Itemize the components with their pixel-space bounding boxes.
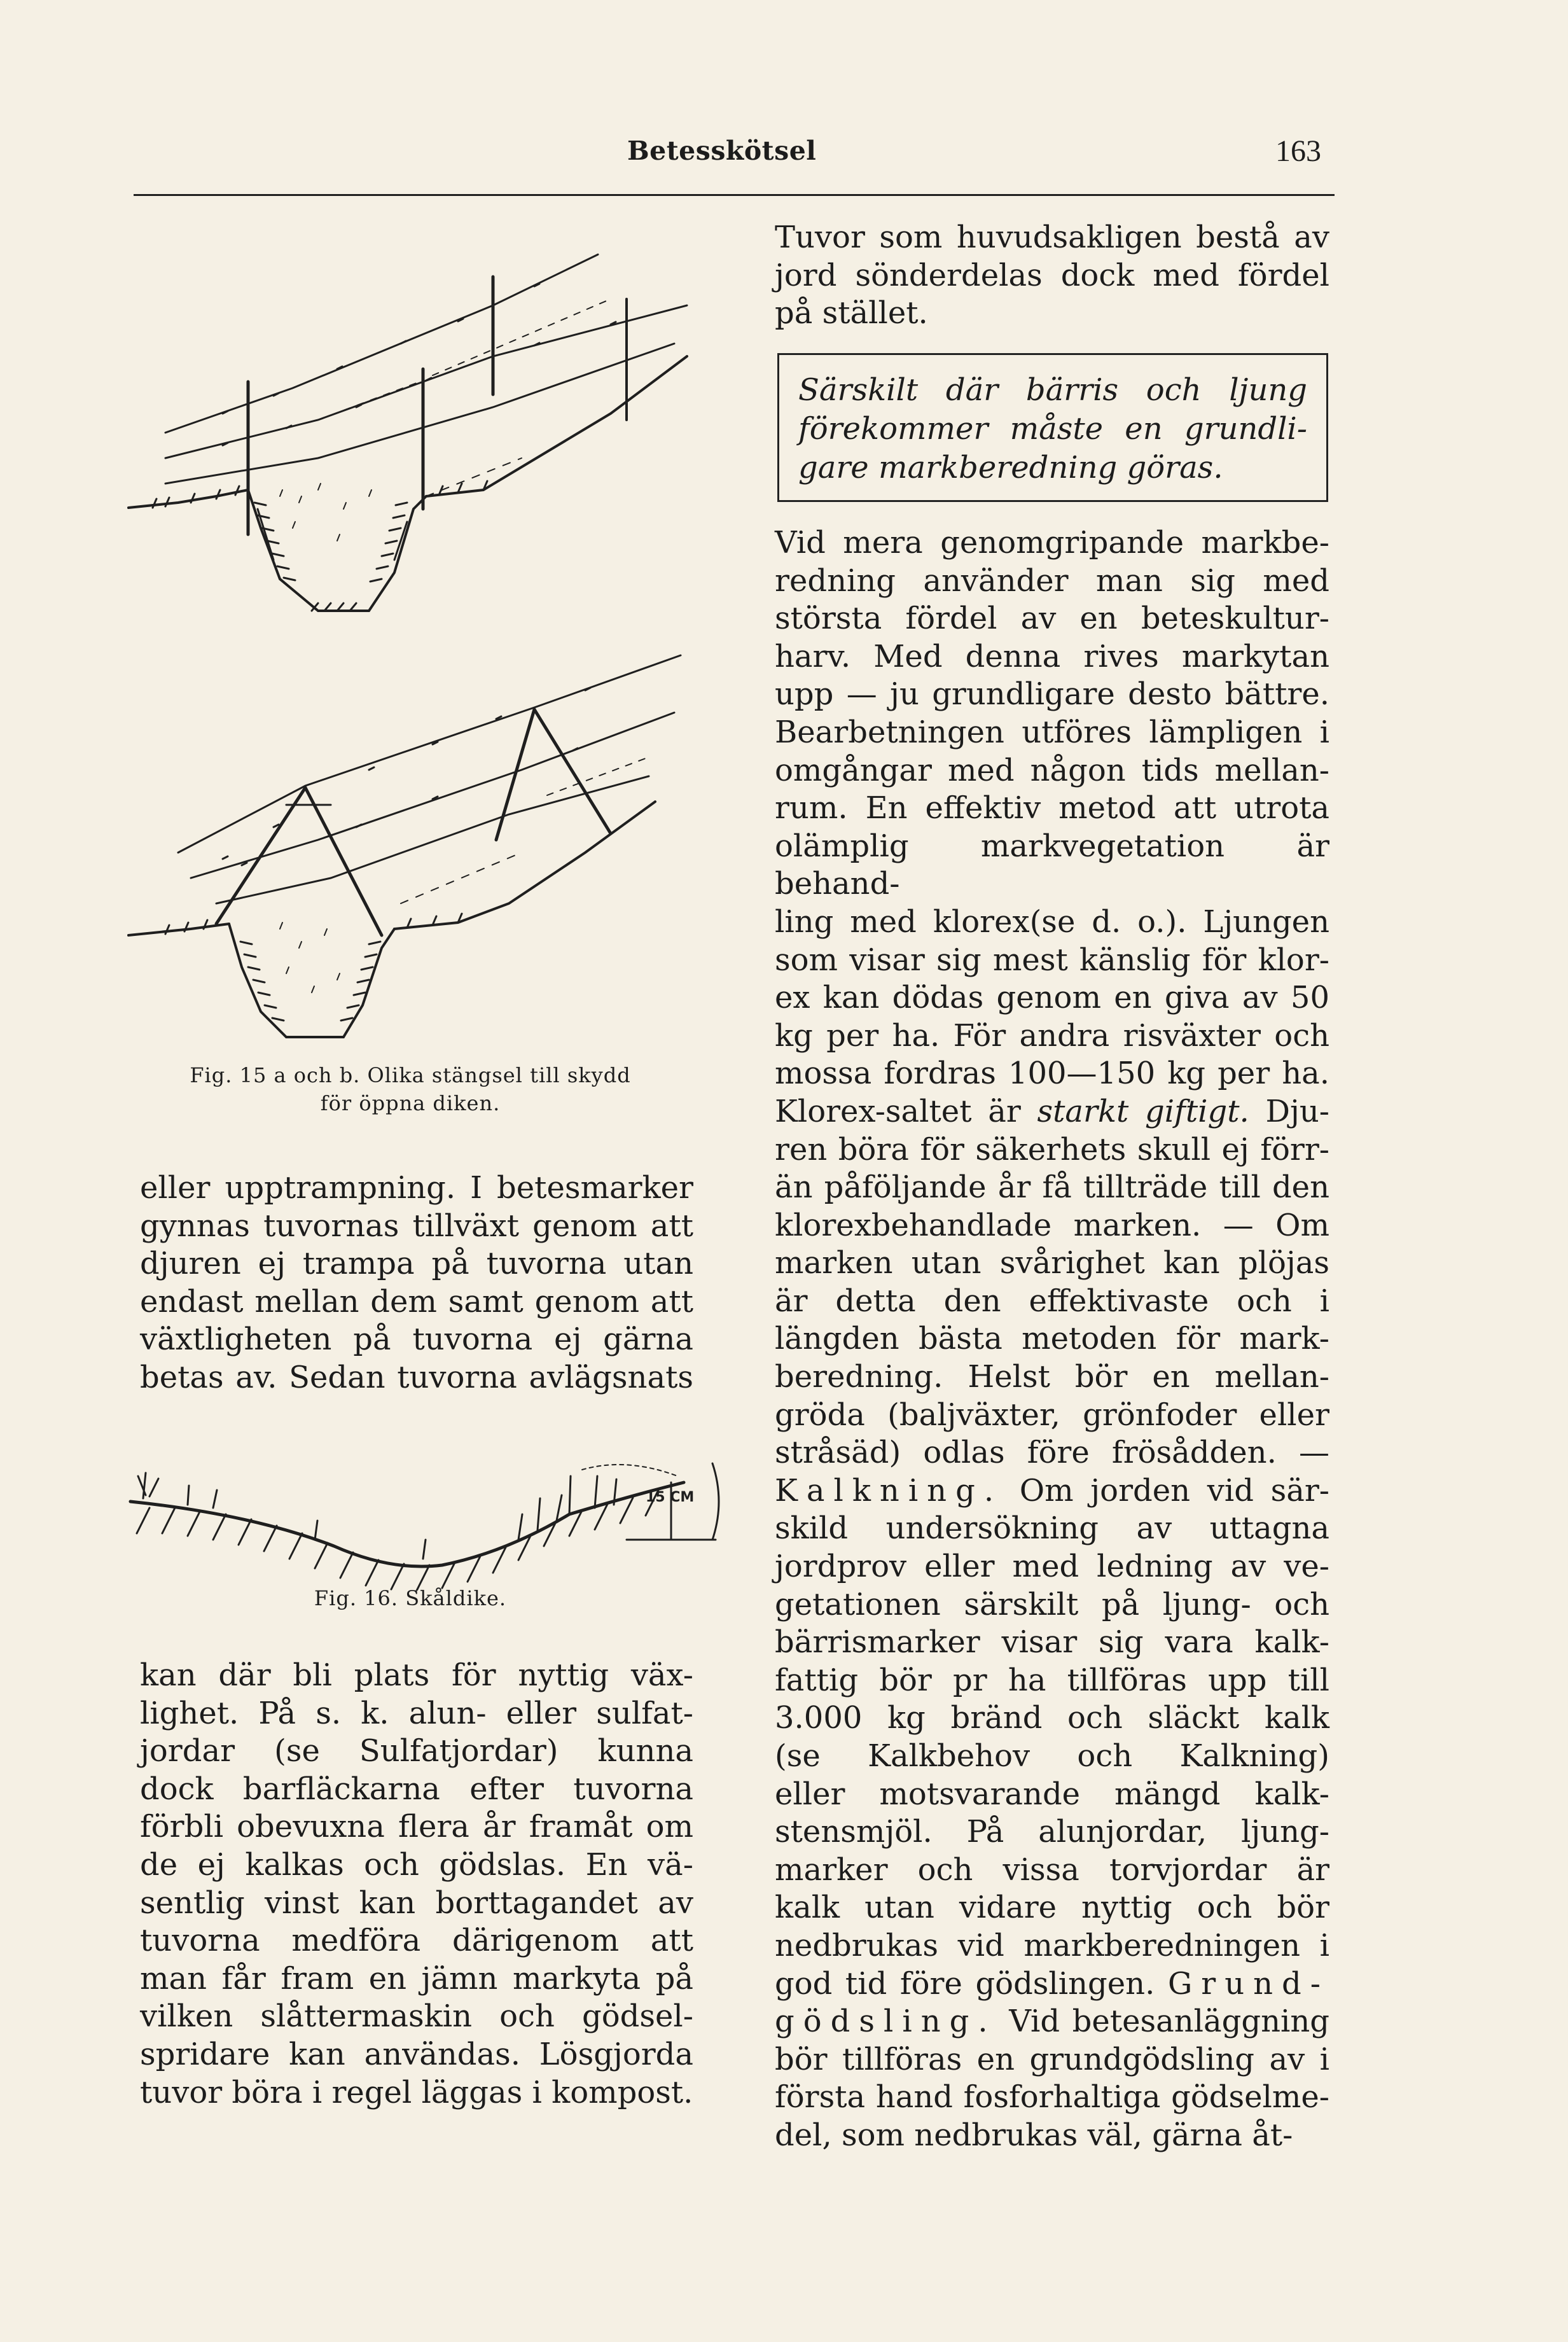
text-line: som visar sig mest känslig för klor- (775, 942, 1329, 978)
right-body-text (775, 524, 1329, 2155)
text-line: förbli obevuxna flera år framåt om (140, 1809, 693, 1845)
text-line: jordprov eller med ledning av ve- (775, 1549, 1329, 1585)
text-line: Tuvor som huvudsakligen bestå av (775, 220, 1329, 255)
text-line: 3.000 kg bränd och släckt kalk (775, 1700, 1329, 1736)
right-intro-paragraph (775, 219, 1329, 333)
text-line: gynnas tuvornas tillväxt genom att (140, 1208, 693, 1244)
text-line: kg per ha. För andra risväxter och (775, 1017, 1329, 1054)
text-line: de ej kalkas och gödslas. En vä- (140, 1846, 693, 1883)
emphasis-text: starkt giftigt. (1037, 1093, 1249, 1129)
text-line: gröda (baljväxter, grönfoder eller (775, 1397, 1329, 1433)
text-line: Bearbetningen utföres lämpligen i (775, 714, 1329, 750)
text-run: Vid betesanläggning (996, 2004, 1329, 2040)
text-line: mossa fordras 100—150 kg per ha. (775, 1056, 1329, 1092)
spaced-heading: gödsling. (775, 2004, 997, 2040)
text-line: vilken slåttermaskin och gödsel- (140, 1998, 693, 2035)
text-line: marker och vissa torvjordar är (775, 1851, 1329, 1888)
header-rule (134, 194, 1335, 196)
text-line: betas av. Sedan tuvorna avlägsnats (140, 1359, 693, 1395)
callout-line: förekommer måste en grundli- (798, 411, 1307, 447)
text-line: är detta den effektivaste och i (775, 1283, 1329, 1319)
text-line: getationen särskilt på ljung- och (775, 1586, 1329, 1622)
text-line: ren böra för säkerhets skull ej förr- (775, 1131, 1329, 1168)
text-line: stråsäd) odlas före frösådden. — (775, 1435, 1329, 1471)
text-line: djuren ej trampa på tuvorna utan (140, 1246, 693, 1282)
text-run: Dju- (1249, 1093, 1329, 1129)
callout-line: Särskilt där bärris och ljung (798, 372, 1307, 408)
page-number: 163 (1275, 134, 1321, 168)
running-title: Betesskötsel (627, 136, 817, 166)
text-line: endast mellan dem samt genom att (140, 1283, 693, 1320)
text-line: marken utan svårighet kan plöjas (775, 1245, 1329, 1281)
figure-15-caption-line-2: för öppna diken. (320, 1091, 501, 1115)
text-run: Klorex-saltet är (775, 1093, 1037, 1129)
text-line: längden bästa metoden för mark- (775, 1321, 1329, 1357)
text-line: bärrismarker visar sig vara kalk- (775, 1624, 1329, 1661)
figure-16-scale-label: 15 CM (646, 1489, 695, 1505)
text-line: tuvor böra i regel läggas i kompost. (140, 2074, 693, 2110)
text-line: ex kan dödas genom en giva av 50 (775, 980, 1329, 1016)
callout-line: gare markberedning göras. (798, 450, 1223, 485)
text-line: jord sönderdelas dock med fördel (775, 257, 1329, 293)
text-line: kan där bli plats för nyttig väx- (140, 1657, 693, 1693)
figure-15-caption-line-1: Fig. 15 a och b. Olika stängsel till skydd (190, 1063, 631, 1087)
text-line: första hand fosforhaltiga gödselme- (775, 2079, 1329, 2115)
text-line: växtligheten på tuvorna ej gärna (140, 1321, 693, 1358)
text-line: man får fram en jämn markyta på (140, 1960, 693, 1997)
text-line: omgångar med någon tids mellan- (775, 752, 1329, 788)
left-paragraph-1 (140, 1169, 693, 1397)
text-run: god tid före gödslingen. (775, 1965, 1155, 2002)
text-line: största fördel av en beteskultur- (775, 601, 1329, 637)
text-line: del, som nedbrukas väl, gärna åt- (775, 2117, 1293, 2153)
figure-15-caption (130, 1061, 690, 1117)
text-line: rum. En effektiv metod att utrota (775, 790, 1329, 826)
text-line: ling med klorex(se d. o.). Ljungen (775, 903, 1329, 940)
text-run: Om jorden vid sär- (1003, 1472, 1329, 1509)
text-line-grund-2 (775, 2003, 1329, 2041)
text-line: nedbrukas vid markberedningen i (775, 1927, 1329, 1963)
text-line: spridare kan användas. Lösgjorda (140, 2036, 693, 2072)
text-line: sentlig vinst kan borttagandet av (140, 1885, 693, 1921)
text-line: än påföljande år få tillträde till den (775, 1169, 1329, 1206)
text-line: harv. Med denna rives markytan (775, 638, 1329, 674)
figure-16-caption: Fig. 16. Skåldike. (314, 1586, 507, 1610)
text-line: Vid mera genomgripande markbe- (775, 525, 1329, 561)
figure-15b-aframe-ditch (127, 649, 700, 1056)
figure-15a-fence-post-ditch (127, 229, 700, 636)
text-line: lighet. På s. k. alun- eller sulfat- (140, 1695, 693, 1731)
text-line-kalkning (775, 1472, 1329, 1510)
figure-16-shallow-ditch (124, 1444, 728, 1591)
text-line: tuvorna medföra därigenom att (140, 1923, 693, 1959)
text-line: kalk utan vidare nyttig och bör (775, 1890, 1329, 1926)
text-line: upp — ju grundligare desto bättre. (775, 676, 1329, 713)
text-line: bör tillföras en grundgödsling av i (775, 2041, 1329, 2077)
text-line: eller motsvarande mängd kalk- (775, 1776, 1329, 1812)
text-line: beredning. Helst bör en mellan- (775, 1359, 1329, 1395)
text-line: jordar (se Sulfatjordar) kunna (140, 1733, 693, 1769)
spaced-heading: Grund- (1167, 1965, 1329, 2002)
text-line: på stället. (775, 295, 928, 331)
callout-box (777, 353, 1328, 502)
text-line: klorexbehandlade marken. — Om (775, 1207, 1329, 1243)
text-line: stensmjöl. På alunjordar, ljung- (775, 1814, 1329, 1850)
text-line: eller upptrampning. I betesmarker (140, 1170, 693, 1206)
text-line: dock barfläckarna efter tuvorna (140, 1771, 693, 1807)
text-line: (se Kalkbehov och Kalkning) (775, 1738, 1329, 1774)
text-line-klorex (775, 1093, 1329, 1131)
text-line: skild undersökning av uttagna (775, 1510, 1329, 1547)
text-line: fattig bör pr ha tillföras upp till (775, 1662, 1329, 1698)
spaced-heading: Kalkning. (775, 1472, 1003, 1509)
text-line-grund (775, 1965, 1329, 2004)
text-line: redning använder man sig med (775, 562, 1329, 599)
left-paragraph-2 (140, 1657, 693, 2112)
text-line: olämplig markvegetation är behand- (775, 828, 1329, 902)
